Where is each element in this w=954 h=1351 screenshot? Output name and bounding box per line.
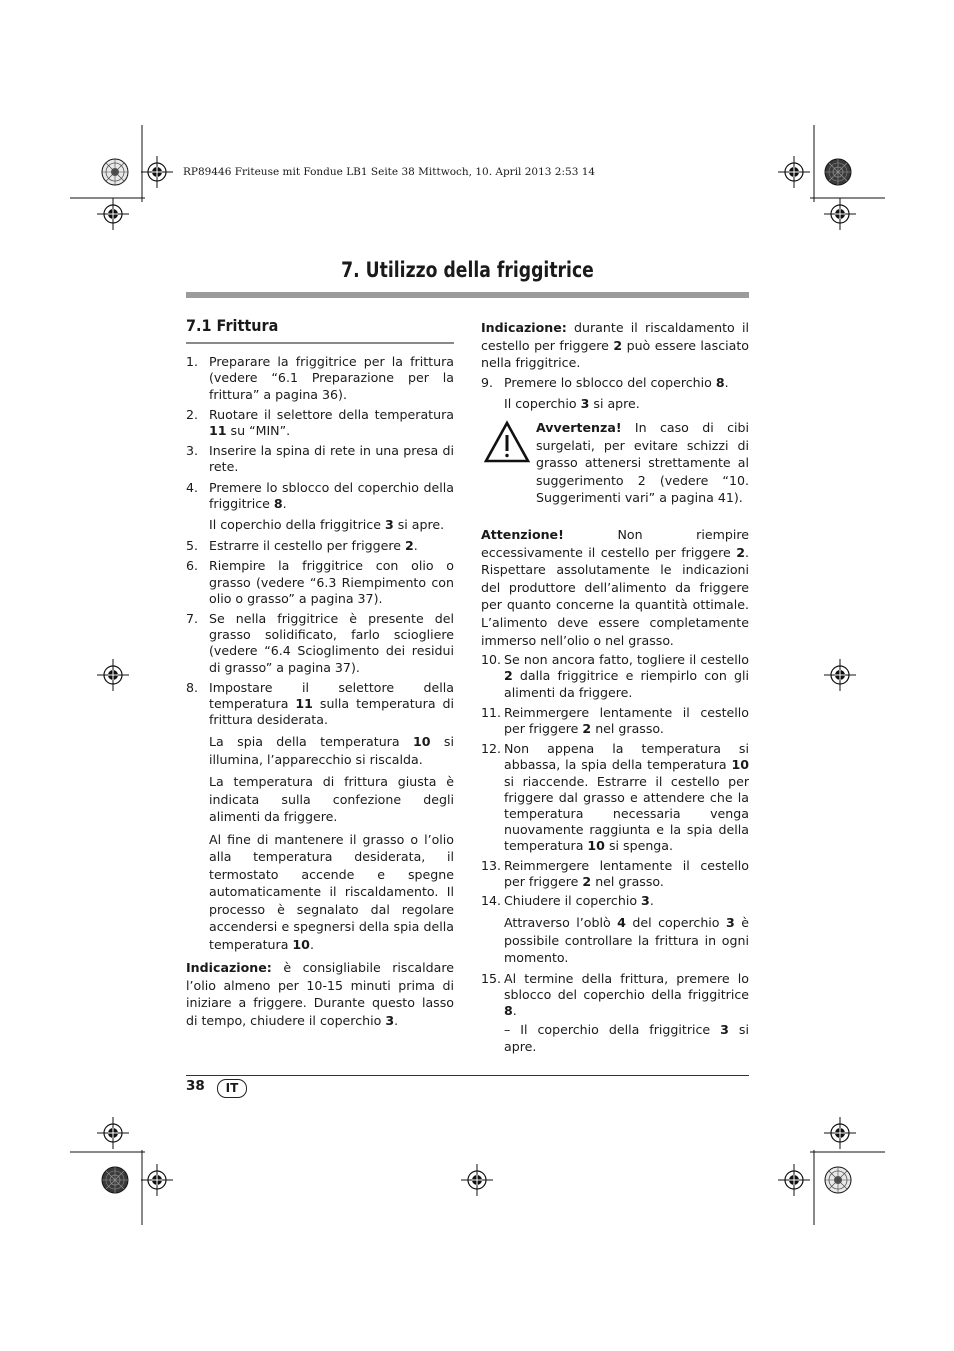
list-item: 14. Chiudere il coperchio 3. <box>481 893 654 908</box>
list-item-note: Al fine di mantenere il grasso o l’olio alla temperatura desiderata, il termostato accende e spegne automaticamente il riscaldamento. Il processo è segnalato dal regolare accendersi e spegnersi della spia della temperatura 10. <box>209 831 454 952</box>
print-header: RP89446 Friteuse mit Fondue LB1 Seite 38 Mittwoch, 10. April 2013 2:53 14 <box>183 166 596 178</box>
list-item: 15. Al termine della frittura, premere lo sblocco del coperchio della friggitrice 8. <box>481 970 749 1019</box>
right-column-lower <box>481 526 749 1055</box>
list-item: 12. Non appena la temperatura si abbassa, la spia della temperatura 10 si riaccende. Estrarre il cestello per friggere dal grasso e attendere che la temperatura necessaria venga nuovamente raggiunta e la spia della temperatura 10 si spenga. <box>481 741 749 854</box>
list-item: 6. Riempire la friggitrice con olio o grasso (vedere “6.3 Riempimento con olio o grasso” a pagina 37). <box>186 558 454 606</box>
list-item-note: Attraverso l’oblò 4 del coperchio 3 è possibile controllare la frittura in ogni momento. <box>504 915 749 966</box>
list-item: 8. Impostare il selettore della temperatura 11 sulla temperatura di frittura desiderata. <box>186 679 454 728</box>
footer-rule <box>186 1075 749 1076</box>
list-item: 11. Reimmergere lentamente il cestello per friggere 2 nel grasso. <box>481 704 749 736</box>
page-title: 7. Utilizzo della friggitrice <box>341 258 594 282</box>
note-paragraph: Indicazione: durante il riscaldamento il cestello per friggere 2 può essere lasciato nella friggitrice. <box>481 320 749 370</box>
warning-text: Avvertenza! In caso di cibi surgelati, per evitare schizzi di grasso attenersi strettamente al suggerimento 2 (vedere “10. Suggerimenti vari” a pagina 41). <box>536 420 749 505</box>
list-item: 4. Premere lo sblocco del coperchio della friggitrice 8. <box>186 479 454 511</box>
list-item: 10. Se non ancora fatto, togliere il cestello 2 dalla friggitrice e riempirlo con gli alimenti da friggere. <box>481 652 749 700</box>
list-item-note: La spia della temperatura 10 si illumina, l’apparecchio si riscalda. <box>209 734 454 767</box>
section-rule <box>186 342 454 344</box>
list-item: 5. Estrarre il cestello per friggere 2. <box>186 538 418 554</box>
language-badge: IT <box>217 1079 247 1098</box>
page-number: 38 <box>186 1078 205 1094</box>
warning-triangle-icon <box>483 420 531 464</box>
left-column <box>186 318 454 1029</box>
list-item-note: Il coperchio della friggitrice 3 si apre. <box>209 517 445 533</box>
note-paragraph: Indicazione: è consigliabile riscaldare l’olio almeno per 10-15 minuti prima di iniziare a friggere. Durante questo lasso di tempo, chiudere il coperchio 3. <box>186 960 454 1028</box>
list-item: 7. Se nella friggitrice è presente del grasso solidificato, farlo sciogliere (vedere “6.4 Scioglimento dei residui di grasso” a pagina 37). <box>186 611 454 675</box>
list-item-note: – Il coperchio della friggitrice 3 si apre. <box>504 1022 749 1054</box>
title-rule <box>186 292 749 298</box>
list-item: 2. Ruotare il selettore della temperatura 11 su “MIN”. <box>186 406 454 439</box>
right-column <box>481 319 749 412</box>
list-item-note: Il coperchio 3 si apre. <box>504 395 640 411</box>
list-item: 3. Inserire la spina di rete in una presa di rete. <box>186 443 454 475</box>
list-item-note: La temperatura di frittura giusta è indicata sulla confezione degli alimenti da friggere. <box>209 774 454 825</box>
list-item: 1. Preparare la friggitrice per la frittura (vedere “6.1 Preparazione per la frittura” a pagina 36). <box>186 354 454 402</box>
list-item: 13. Reimmergere lentamente il cestello per friggere 2 nel grasso. <box>481 857 749 889</box>
list-item: 9. Premere lo sblocco del coperchio 8. <box>481 374 729 390</box>
section-heading: 7.1 Frittura <box>186 316 279 335</box>
attention-paragraph: Attenzione! Non riempire eccessivamente il cestello per friggere 2. Rispettare assolutamente le indicazioni del produttore dell’alimento da friggere per quanto concerne la quantità ottimale. L’alimento deve essere completamente immerso nell’olio o nel grasso. <box>481 527 749 648</box>
